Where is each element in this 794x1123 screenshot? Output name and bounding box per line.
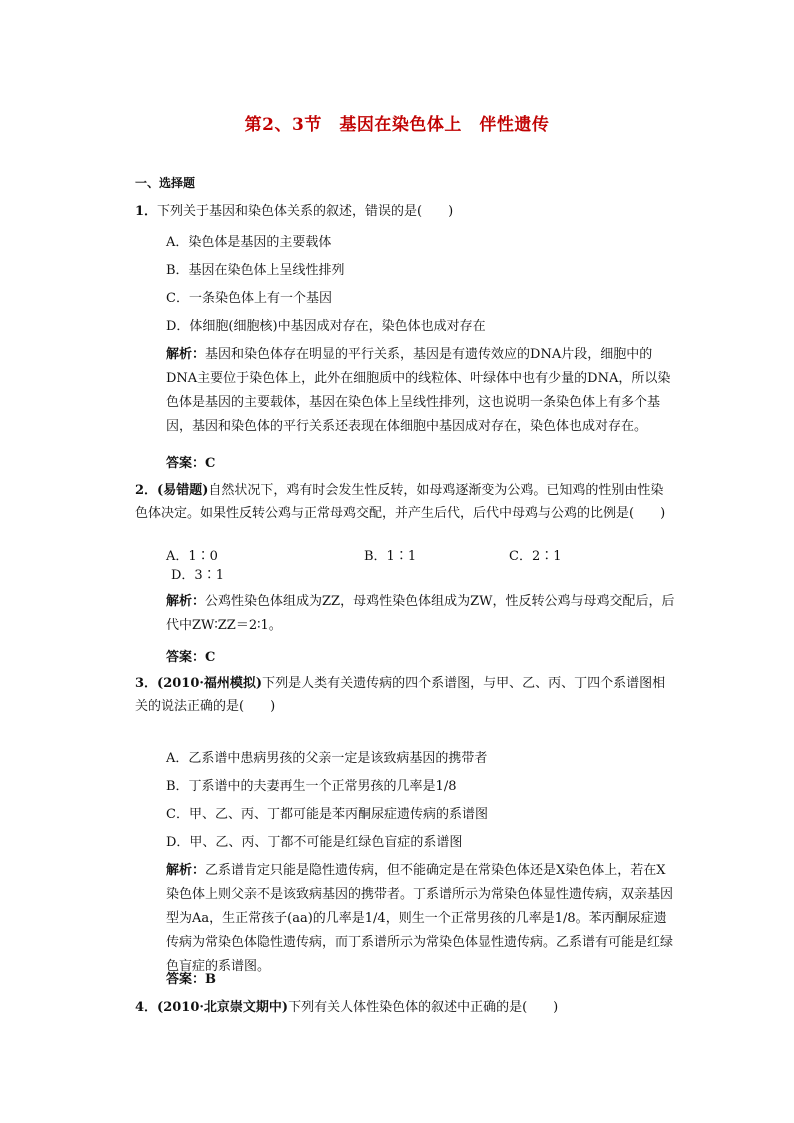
q1-option-d: D．体细胞(细胞核)中基因成对存在，染色体也成对存在: [166, 319, 486, 334]
q1-option-b: B．基因在染色体上呈线性排列: [166, 263, 345, 278]
q2-option-a: A．1∶0: [166, 549, 218, 564]
question-tag: (2010·北京崇文期中): [157, 1000, 289, 1015]
question-2-stem: [135, 479, 675, 525]
question-number: 4．: [135, 1000, 158, 1015]
section-heading: 一、选择题: [135, 176, 196, 190]
q2-analysis: [166, 590, 676, 638]
analysis-label: 解析：: [166, 594, 206, 609]
question-number: 2．: [135, 483, 158, 498]
q3-option-c: C．甲、乙、丙、丁都可能是苯丙酮尿症遗传病的系谱图: [166, 807, 488, 822]
question-number: 1．: [135, 204, 158, 219]
q1-analysis: [166, 343, 676, 439]
q1-option-c: C．一条染色体上有一个基因: [166, 291, 332, 306]
q1-option-a: A．染色体是基因的主要载体: [166, 235, 332, 250]
question-text: 下列是人类有关遗传病的四个系谱图，与甲、乙、丙、丁四个系谱图相关的说法正确的是( ): [135, 676, 666, 714]
analysis-text: 乙系谱肯定只能是隐性遗传病，但不能确定是在常染色体还是X染色体上，若在X染色体上则父亲不是该致病基因的携带者。丁系谱所示为常染色体显性遗传病，双亲基因型为Aa，生正常孩子(aa)的几率是1/4，则生一个正常男孩的几率是1/8。苯丙酮尿症遗传病为常染色体隐性遗传病，而丁系谱所示为常染色体显性遗传病。乙系谱有可能是红绿色盲症的系谱图。: [166, 863, 674, 974]
question-tag: (易错题): [157, 483, 209, 498]
analysis-text: 公鸡性染色体组成为ZZ，母鸡性染色体组成为ZW，性反转公鸡与母鸡交配后，后代中ZW∶ZZ＝2∶1。: [166, 594, 675, 633]
question-text: 自然状况下，鸡有时会发生性反转，如母鸡逐渐变为公鸡。已知鸡的性别由性染色体决定。如果性反转公鸡与正常母鸡交配，并产生后代，后代中母鸡与公鸡的比例是( ): [135, 483, 666, 521]
analysis-label: 解析：: [166, 863, 206, 878]
question-4-stem: [135, 996, 675, 1019]
q3-option-a: A．乙系谱中患病男孩的父亲一定是该致病基因的携带者: [166, 751, 488, 766]
question-1-stem: [135, 200, 675, 223]
analysis-label: 解析：: [166, 347, 206, 362]
analysis-text: 基因和染色体存在明显的平行关系，基因是有遗传效应的DNA片段，细胞中的DNA主要位于染色体上，此外在细胞质中的线粒体、叶绿体中也有少量的DNA，所以染色体是基因的主要载体，基因在染色体上呈线性排列，这也说明一条染色体上有多个基因，基因和染色体的平行关系还表现在体细胞中基因成对存在，染色体也成对存在。: [166, 347, 671, 434]
q2-option-c: C．2∶1: [509, 549, 562, 564]
question-text: 下列有关人体性染色体的叙述中正确的是( ): [288, 1000, 559, 1015]
q3-answer: 答案：B: [166, 972, 216, 987]
q3-option-b: B．丁系谱中的夫妻再生一个正常男孩的几率是1/8: [166, 779, 457, 794]
q2-option-b: B．1∶1: [364, 549, 417, 564]
question-tag: (2010·福州模拟): [157, 676, 263, 691]
question-3-stem: [135, 672, 675, 718]
question-text: 下列关于基因和染色体关系的叙述，错误的是( ): [157, 204, 454, 219]
question-number: 3．: [135, 676, 158, 691]
page-title: 第2、3节 基因在染色体上 伴性遗传: [244, 115, 550, 135]
q1-answer: 答案：C: [166, 456, 216, 471]
q2-option-d: D．3∶1: [171, 568, 224, 583]
q3-analysis: [166, 859, 676, 979]
q2-answer: 答案：C: [166, 650, 216, 665]
q3-option-d: D．甲、乙、丙、丁都不可能是红绿色盲症的系谱图: [166, 835, 463, 850]
